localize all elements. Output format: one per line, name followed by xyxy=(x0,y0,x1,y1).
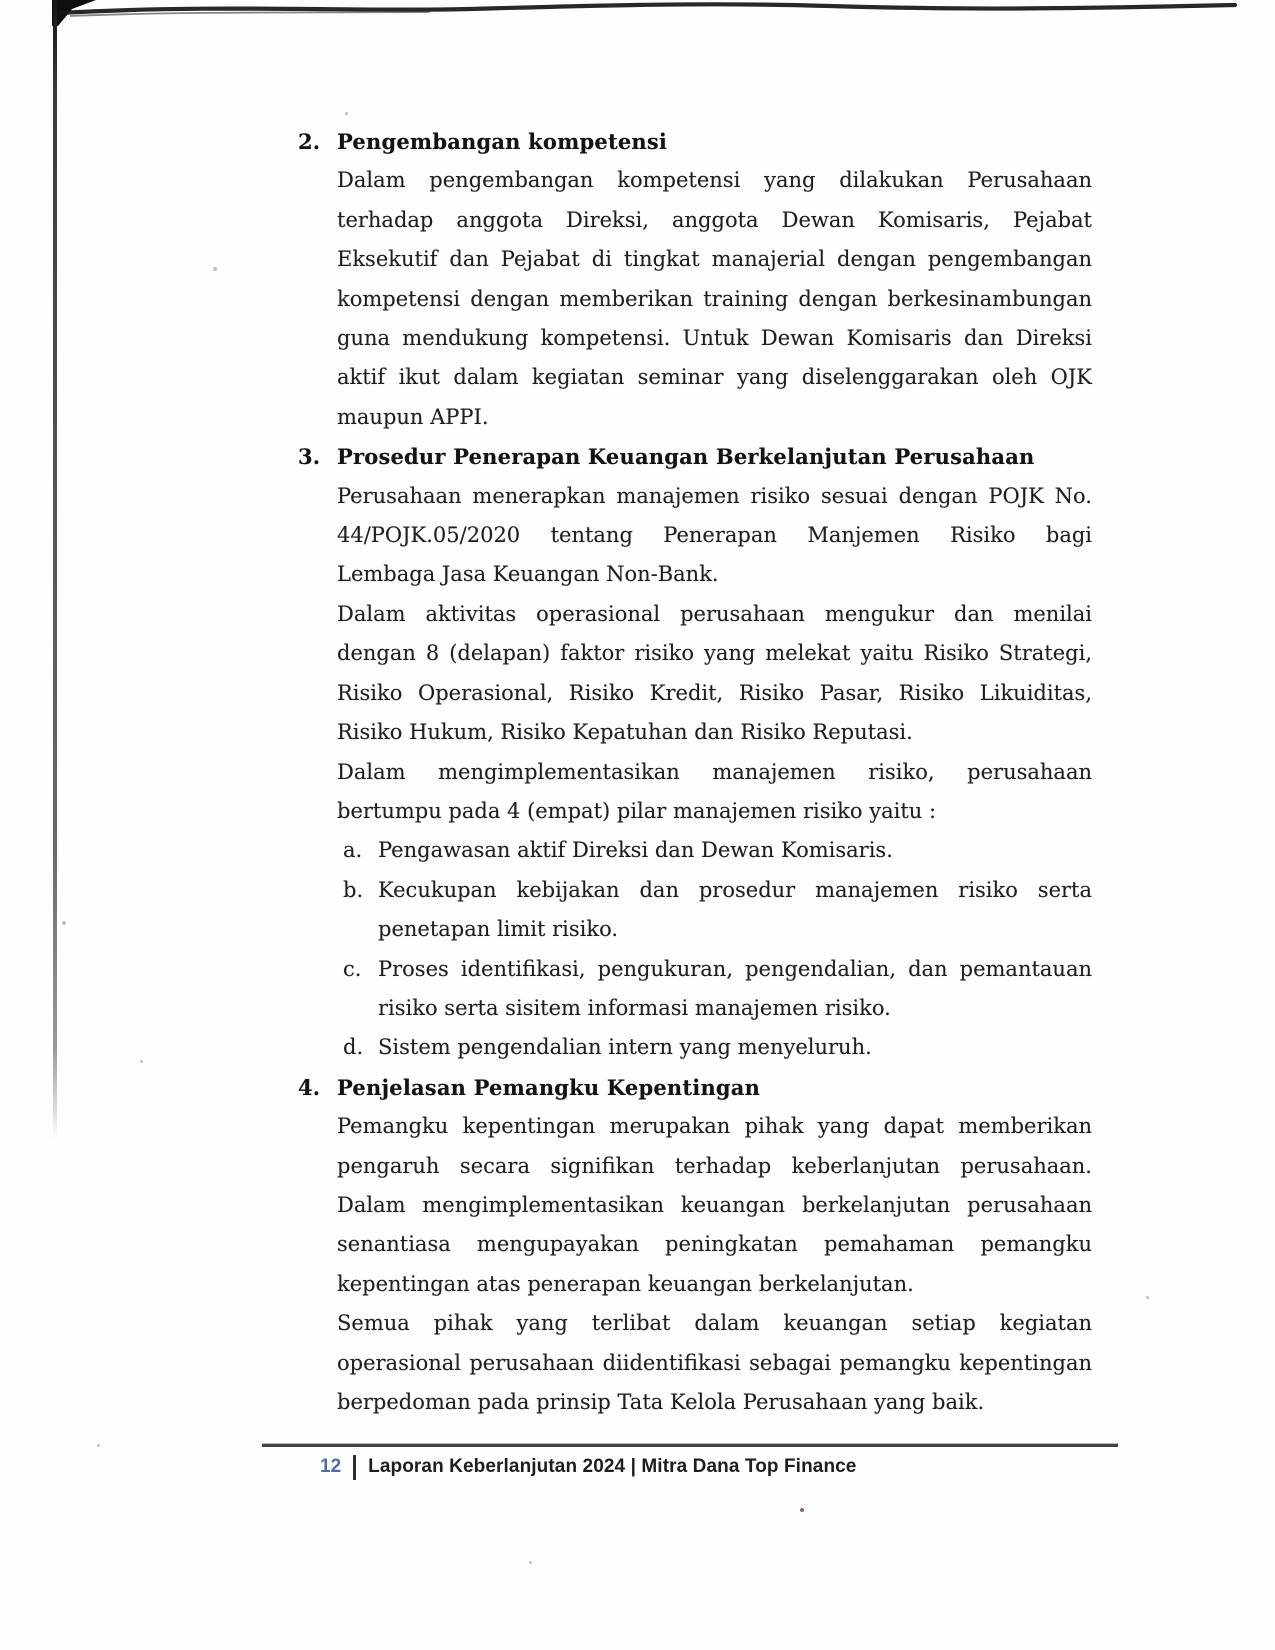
list-item-line: d. Sistem pengendalian intern yang menyeluruh. xyxy=(343,1028,1092,1067)
paragraph-line: berpedoman pada prinsip Tata Kelola Perusahaan yang baik. xyxy=(337,1390,985,1414)
scan-speck xyxy=(345,112,348,115)
paragraph-line: kompetensi dengan memberikan training dengan berkesinambungan xyxy=(337,286,1092,311)
paragraph-line: Semua pihak yang terlibat dalam keuangan setiap kegiatan xyxy=(337,1311,1092,1336)
scan-speck xyxy=(62,921,66,925)
list-marker: 3. xyxy=(298,444,321,470)
paragraph-line: senantiasa mengupayakan peningkatan pemahaman pemangku xyxy=(337,1232,1092,1257)
paragraph-line: Dalam mengimplementasikan keuangan berkelanjutan perusahaan xyxy=(337,1192,1092,1217)
scan-speck xyxy=(140,1060,143,1063)
footer xyxy=(262,1450,856,1484)
list-item-line: a. Pengawasan aktif Direksi dan Dewan Komisaris. xyxy=(343,831,1092,870)
footer-text: Laporan Keberlanjutan 2024 | Mitra Dana Top Finance xyxy=(368,1456,857,1477)
scan-speck xyxy=(213,267,217,271)
list-marker: 4. xyxy=(298,1074,321,1100)
paragraph-line: aktif ikut dalam kegiatan seminar yang diselenggarakan oleh OJK xyxy=(337,365,1092,390)
list-item-continuation: risiko serta sisitem informasi manajemen risiko. xyxy=(378,995,891,1020)
paragraph-line: bertumpu pada 4 (empat) pilar manajemen risiko yaitu : xyxy=(337,798,937,823)
paragraph-line: Risiko Hukum, Risiko Kepatuhan dan Risiko Reputasi. xyxy=(337,720,913,745)
paragraph-line: Dalam mengimplementasikan manajemen risiko, perusahaan xyxy=(337,759,1092,784)
scan-speck xyxy=(97,1444,100,1447)
section-heading: 2. Pengembangan kompetensi xyxy=(298,122,1092,161)
paragraph-line: dengan 8 (delapan) faktor risiko yang melekat yaitu Risiko Strategi, xyxy=(337,641,1092,666)
list-item-line: c. Proses identifikasi, pengukuran, pengendalian, dan pemantauan xyxy=(343,950,1092,989)
paragraph-line: operasional perusahaan diidentifikasi sebagai pemangku kepentingan xyxy=(337,1350,1092,1375)
list-marker: b. xyxy=(343,877,364,902)
paragraph-line: 44/POJK.05/2020 tentang Penerapan Manjemen Risiko bagi xyxy=(337,523,1092,548)
list-marker: a. xyxy=(343,838,363,863)
list-item-continuation: penetapan limit risiko. xyxy=(378,917,619,942)
paragraph-line: Perusahaan menerapkan manajemen risiko sesuai dengan POJK No. xyxy=(337,483,1092,508)
paragraph-line: maupun APPI. xyxy=(337,404,489,429)
paragraph-line: Risiko Operasional, Risiko Kredit, Risiko Pasar, Risiko Likuiditas, xyxy=(337,680,1092,705)
list-marker: 2. xyxy=(298,129,321,154)
paragraph-line: Dalam aktivitas operasional perusahaan mengukur dan menilai xyxy=(337,601,1092,626)
scan-speck xyxy=(529,1561,532,1564)
list-marker: c. xyxy=(343,956,362,981)
paragraph-line: terhadap anggota Direksi, anggota Dewan Komisaris, Pejabat xyxy=(337,207,1092,232)
scan-top-edge-line xyxy=(0,0,1275,30)
section-heading: 4. Penjelasan Pemangku Kepentingan xyxy=(298,1068,1092,1107)
scan-corner-blob xyxy=(52,0,96,26)
footer-rule xyxy=(262,1444,1118,1447)
scan-speck xyxy=(800,1508,804,1512)
section-heading: 3. Prosedur Penerapan Keuangan Berkelanjutan Perusahaan xyxy=(298,437,1092,476)
paragraph-line: guna mendukung kompetensi. Untuk Dewan Komisaris dan Direksi xyxy=(337,326,1092,351)
scan-left-edge-line xyxy=(53,0,57,1140)
paragraph-line: Eksekutif dan Pejabat di tingkat manajerial dengan pengembangan xyxy=(337,247,1092,272)
scan-speck xyxy=(1146,1296,1149,1299)
paragraph-line: pengaruh secara signifikan terhadap keberlanjutan perusahaan. xyxy=(337,1153,1092,1178)
footer-separator-bar xyxy=(353,1455,356,1480)
paragraph-line: Pemangku kepentingan merupakan pihak yang dapat memberikan xyxy=(337,1114,1092,1139)
paragraph-line: Dalam pengembangan kompetensi yang dilakukan Perusahaan xyxy=(337,168,1092,193)
paragraph-line: kepentingan atas penerapan keuangan berkelanjutan. xyxy=(337,1271,914,1296)
document-body xyxy=(298,122,1092,1422)
list-marker: d. xyxy=(343,1035,364,1060)
list-item-line: b. Kecukupan kebijakan dan prosedur manajemen risiko serta xyxy=(343,871,1092,910)
paragraph-line: Lembaga Jasa Keuangan Non-Bank. xyxy=(337,562,719,587)
page-number: 12 xyxy=(320,1456,342,1477)
